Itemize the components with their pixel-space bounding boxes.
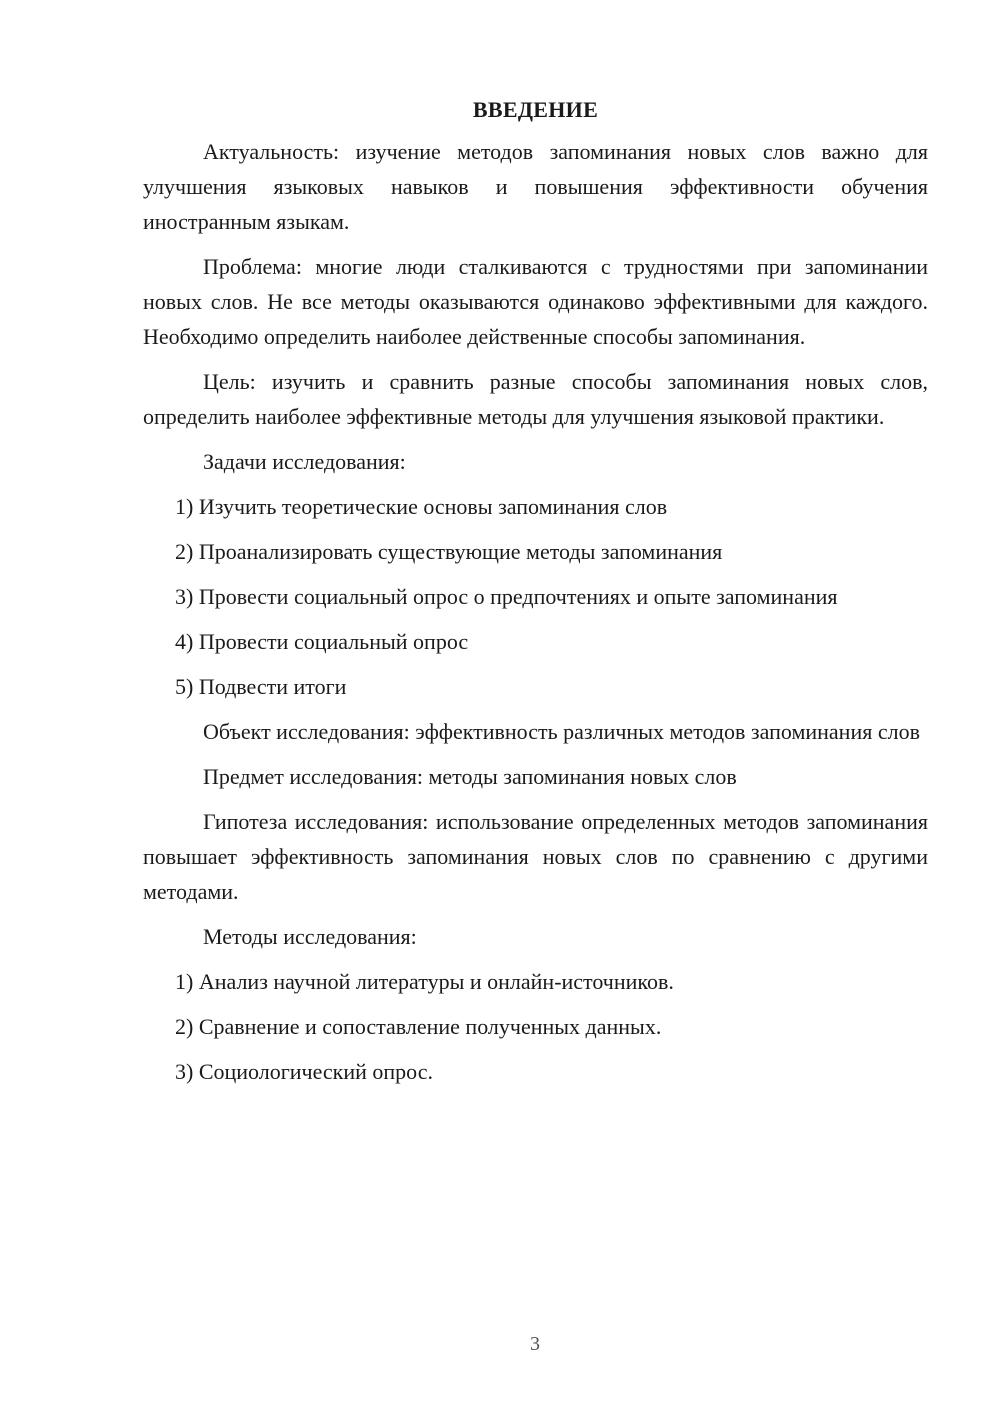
task-item: 2) Проанализировать существующие методы запоминания — [175, 539, 723, 564]
page-title: ВВЕДЕНИЕ — [472, 97, 599, 122]
methods-title: Методы исследования: — [203, 924, 417, 949]
hypothesis-paragraph: Гипотеза исследования: использование определенных методов запоминания повышает эффективность запоминания новых слов по сравнению с другими методами. — [143, 809, 928, 904]
task-item: 5) Подвести итоги — [175, 674, 347, 699]
goal-paragraph: Цель: изучить и сравнить разные способы запоминания новых слов, определить наиболее эффективные методы для улучшения языковой практики. — [143, 369, 928, 429]
document-body — [143, 92, 928, 1099]
method-item: 3) Социологический опрос. — [175, 1059, 433, 1084]
subject-paragraph: Предмет исследования: методы запоминания новых слов — [203, 764, 737, 789]
object-paragraph: Объект исследования: эффективность различных методов запоминания слов — [203, 719, 920, 744]
relevance-paragraph: Актуальность: изучение методов запоминания новых слов важно для улучшения языковых навыков и повышения эффективности обучения иностранным языкам. — [143, 139, 928, 234]
tasks-list — [143, 489, 928, 704]
task-item: 4) Провести социальный опрос — [175, 629, 469, 654]
page-number: 3 — [530, 1333, 540, 1355]
methods-list — [143, 964, 928, 1089]
method-item: 2) Сравнение и сопоставление полученных данных. — [175, 1014, 662, 1039]
problem-paragraph: Проблема: многие люди сталкиваются с трудностями при запоминании новых слов. Не все методы оказываются одинаково эффективными для каждого. Необходимо определить наиболее действенные способы запоминания. — [143, 254, 928, 349]
tasks-title: Задачи исследования: — [203, 449, 406, 474]
method-item: 1) Анализ научной литературы и онлайн-источников. — [175, 969, 674, 994]
task-item: 3) Провести социальный опрос о предпочтениях и опыте запоминания — [175, 584, 838, 609]
task-item: 1) Изучить теоретические основы запоминания слов — [175, 494, 668, 519]
